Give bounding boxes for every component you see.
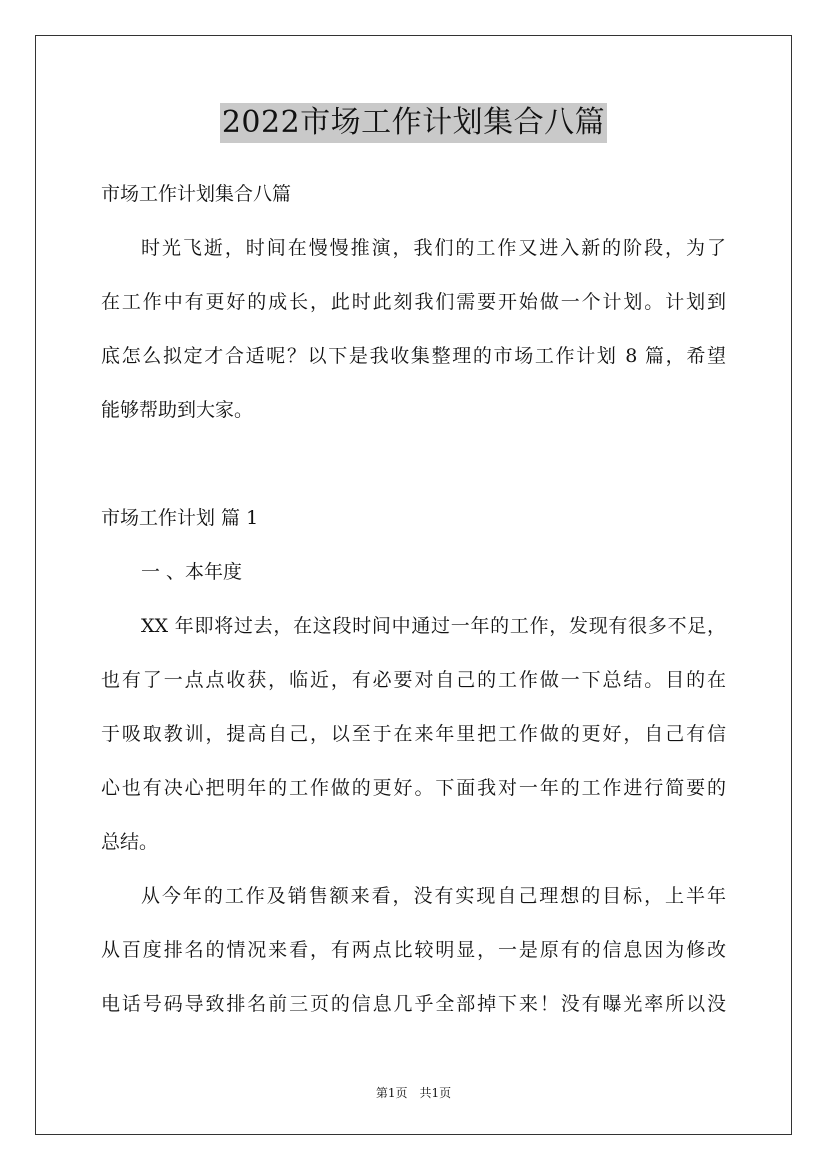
section-spacer bbox=[101, 442, 726, 496]
doc-subtitle: 市场工作计划集合八篇 bbox=[101, 183, 292, 205]
title-container bbox=[0, 103, 827, 143]
paragraph-line: 在工作中有更好的成长，此时此刻我们需要开始做一个计划。计划到 bbox=[101, 291, 726, 313]
paragraph-line: 底怎么拟定才合适呢？以下是我收集整理的市场工作计划 8 篇，希望 bbox=[101, 345, 726, 367]
document-body bbox=[101, 172, 726, 1036]
page-number-footer: 第1页 共1页 bbox=[375, 1086, 452, 1100]
paragraph-line: XX 年即将过去，在这段时间中通过一年的工作，发现有很多不足， bbox=[141, 615, 726, 637]
document-title: 2022市场工作计划集合八篇 bbox=[220, 103, 607, 143]
section-heading: 市场工作计划 篇 1 bbox=[101, 507, 259, 529]
paragraph-line: 从今年的工作及销售额来看，没有实现自己理想的目标，上半年 bbox=[141, 885, 726, 907]
paragraph-line: 能够帮助到大家。 bbox=[101, 399, 254, 421]
paragraph-line: 于吸取教训，提高自己，以至于在来年里把工作做的更好，自己有信 bbox=[101, 723, 726, 745]
paragraph-line: 心也有决心把明年的工作做的更好。下面我对一年的工作进行简要的 bbox=[101, 777, 726, 799]
paragraph-line: 电话号码导致排名前三页的信息几乎全部掉下来！没有曝光率所以没 bbox=[101, 993, 726, 1015]
paragraph-line: 总结。 bbox=[101, 831, 159, 853]
paragraph-line: 也有了一点点收获，临近，有必要对自己的工作做一下总结。目的在 bbox=[101, 669, 726, 691]
paragraph-line: 从百度排名的情况来看，有两点比较明显，一是原有的信息因为修改 bbox=[101, 939, 726, 961]
subsection-heading: 一 、本年度 bbox=[141, 561, 243, 583]
paragraph-line: 时光飞逝，时间在慢慢推演，我们的工作又进入新的阶段，为了 bbox=[141, 237, 726, 259]
